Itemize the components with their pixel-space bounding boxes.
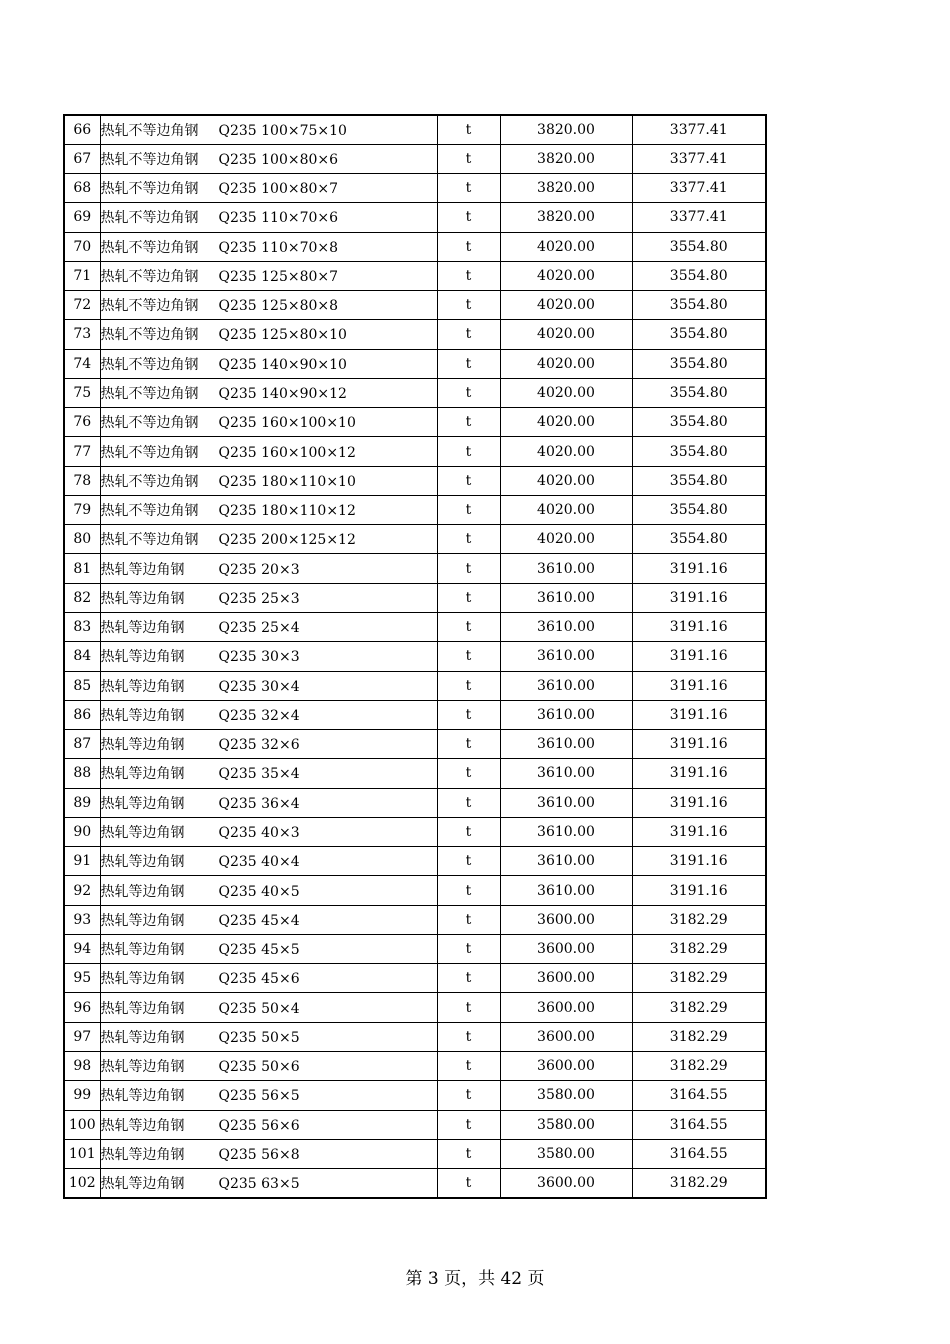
price-b-cell: 3191.16	[632, 642, 766, 671]
item-spec: Q235 110×70×6	[218, 210, 339, 227]
price-a-cell: 3610.00	[500, 788, 632, 817]
table-row	[64, 1022, 766, 1051]
price-a-cell: 3600.00	[500, 964, 632, 993]
price-a-cell: 4020.00	[500, 232, 632, 261]
price-table	[63, 114, 767, 1199]
table-row	[64, 495, 766, 524]
unit-cell: t	[437, 115, 500, 144]
price-b-cell: 3182.29	[632, 1169, 766, 1198]
row-number-cell: 99	[64, 1081, 100, 1110]
item-name-cell	[100, 261, 437, 290]
unit-cell: t	[437, 847, 500, 876]
item-name-cell	[100, 671, 437, 700]
price-b-cell: 3164.55	[632, 1110, 766, 1139]
unit-cell: t	[437, 554, 500, 583]
table-row	[64, 144, 766, 173]
row-number-cell: 76	[64, 408, 100, 437]
row-number-cell: 85	[64, 671, 100, 700]
item-name: 热轧等边角钢	[100, 1088, 185, 1105]
item-spec: Q235 63×5	[218, 1175, 300, 1192]
row-number-cell: 79	[64, 495, 100, 524]
table-row	[64, 1052, 766, 1081]
item-name-cell	[100, 759, 437, 788]
price-a-cell: 3610.00	[500, 613, 632, 642]
item-name: 热轧不等边角钢	[100, 356, 199, 373]
item-spec: Q235 45×4	[218, 912, 300, 929]
item-name-cell	[100, 232, 437, 261]
table-row	[64, 671, 766, 700]
table-row	[64, 408, 766, 437]
item-name-cell	[100, 1169, 437, 1198]
table-row	[64, 378, 766, 407]
price-b-cell: 3554.80	[632, 261, 766, 290]
item-name: 热轧等边角钢	[100, 561, 185, 578]
item-spec: Q235 25×4	[218, 620, 300, 637]
item-spec: Q235 56×6	[218, 1117, 300, 1134]
price-b-cell: 3182.29	[632, 905, 766, 934]
row-number-cell: 101	[64, 1139, 100, 1168]
price-a-cell: 3820.00	[500, 144, 632, 173]
table-row	[64, 232, 766, 261]
table-row	[64, 759, 766, 788]
item-name-cell	[100, 1022, 437, 1051]
item-name-cell	[100, 876, 437, 905]
item-name-cell	[100, 437, 437, 466]
table-row	[64, 905, 766, 934]
table-row	[64, 466, 766, 495]
price-a-cell: 4020.00	[500, 495, 632, 524]
unit-cell: t	[437, 1110, 500, 1139]
price-b-cell: 3182.29	[632, 1052, 766, 1081]
row-number-cell: 78	[64, 466, 100, 495]
price-b-cell: 3554.80	[632, 349, 766, 378]
item-name-cell	[100, 495, 437, 524]
table-row	[64, 320, 766, 349]
row-number-cell: 98	[64, 1052, 100, 1081]
item-spec: Q235 50×5	[218, 1029, 300, 1046]
price-b-cell: 3191.16	[632, 817, 766, 846]
item-name: 热轧不等边角钢	[100, 239, 199, 256]
item-spec: Q235 56×5	[218, 1088, 300, 1105]
row-number-cell: 100	[64, 1110, 100, 1139]
item-name: 热轧等边角钢	[100, 1175, 185, 1192]
item-name: 热轧等边角钢	[100, 678, 185, 695]
price-a-cell: 4020.00	[500, 466, 632, 495]
price-a-cell: 4020.00	[500, 437, 632, 466]
unit-cell: t	[437, 700, 500, 729]
table-row	[64, 554, 766, 583]
item-spec: Q235 160×100×10	[218, 415, 356, 432]
row-number-cell: 81	[64, 554, 100, 583]
item-name-cell	[100, 291, 437, 320]
unit-cell: t	[437, 437, 500, 466]
price-b-cell: 3554.80	[632, 291, 766, 320]
unit-cell: t	[437, 291, 500, 320]
item-name: 热轧等边角钢	[100, 590, 185, 607]
row-number-cell: 70	[64, 232, 100, 261]
price-a-cell: 3600.00	[500, 905, 632, 934]
price-a-cell: 4020.00	[500, 525, 632, 554]
price-a-cell: 4020.00	[500, 291, 632, 320]
row-number-cell: 68	[64, 174, 100, 203]
item-name: 热轧不等边角钢	[100, 298, 199, 315]
row-number-cell: 71	[64, 261, 100, 290]
item-name: 热轧不等边角钢	[100, 415, 199, 432]
item-spec: Q235 50×4	[218, 1000, 300, 1017]
item-name: 热轧不等边角钢	[100, 532, 199, 549]
price-a-cell: 3600.00	[500, 993, 632, 1022]
item-spec: Q235 180×110×10	[218, 473, 356, 490]
item-name-cell	[100, 905, 437, 934]
item-name-cell	[100, 934, 437, 963]
unit-cell: t	[437, 525, 500, 554]
unit-cell: t	[437, 174, 500, 203]
price-b-cell: 3554.80	[632, 320, 766, 349]
item-spec: Q235 32×4	[218, 707, 300, 724]
item-name: 热轧等边角钢	[100, 971, 185, 988]
price-a-cell: 3600.00	[500, 934, 632, 963]
item-name: 热轧等边角钢	[100, 942, 185, 959]
price-b-cell: 3182.29	[632, 1022, 766, 1051]
item-spec: Q235 20×3	[218, 561, 300, 578]
row-number-cell: 96	[64, 993, 100, 1022]
item-name-cell	[100, 964, 437, 993]
row-number-cell: 102	[64, 1169, 100, 1198]
item-name-cell	[100, 320, 437, 349]
item-name: 热轧等边角钢	[100, 766, 185, 783]
row-number-cell: 73	[64, 320, 100, 349]
row-number-cell: 84	[64, 642, 100, 671]
item-name-cell	[100, 847, 437, 876]
table-row	[64, 291, 766, 320]
table-row	[64, 788, 766, 817]
unit-cell: t	[437, 671, 500, 700]
item-name-cell	[100, 993, 437, 1022]
unit-cell: t	[437, 642, 500, 671]
item-spec: Q235 30×4	[218, 678, 300, 695]
table-row	[64, 261, 766, 290]
row-number-cell: 72	[64, 291, 100, 320]
item-name: 热轧等边角钢	[100, 620, 185, 637]
row-number-cell: 90	[64, 817, 100, 846]
item-spec: Q235 100×80×6	[218, 151, 339, 168]
price-b-cell: 3164.55	[632, 1081, 766, 1110]
item-name: 热轧等边角钢	[100, 649, 185, 666]
unit-cell: t	[437, 408, 500, 437]
row-number-cell: 92	[64, 876, 100, 905]
unit-cell: t	[437, 759, 500, 788]
unit-cell: t	[437, 876, 500, 905]
price-a-cell: 3580.00	[500, 1110, 632, 1139]
price-b-cell: 3554.80	[632, 495, 766, 524]
item-spec: Q235 40×5	[218, 883, 300, 900]
item-name-cell	[100, 642, 437, 671]
unit-cell: t	[437, 730, 500, 759]
item-spec: Q235 32×6	[218, 737, 300, 754]
item-name-cell	[100, 788, 437, 817]
item-name: 热轧等边角钢	[100, 854, 185, 871]
price-a-cell: 3820.00	[500, 203, 632, 232]
table-row	[64, 1139, 766, 1168]
item-name-cell	[100, 730, 437, 759]
item-spec: Q235 36×4	[218, 795, 300, 812]
price-a-cell: 3600.00	[500, 1022, 632, 1051]
price-b-cell: 3191.16	[632, 876, 766, 905]
table-row	[64, 876, 766, 905]
price-b-cell: 3377.41	[632, 203, 766, 232]
table-row	[64, 700, 766, 729]
row-number-cell: 66	[64, 115, 100, 144]
price-b-cell: 3554.80	[632, 408, 766, 437]
table-row	[64, 1081, 766, 1110]
item-spec: Q235 25×3	[218, 590, 300, 607]
price-a-cell: 4020.00	[500, 261, 632, 290]
item-name: 热轧等边角钢	[100, 912, 185, 929]
price-b-cell: 3377.41	[632, 174, 766, 203]
price-b-cell: 3377.41	[632, 115, 766, 144]
row-number-cell: 86	[64, 700, 100, 729]
price-a-cell: 3610.00	[500, 642, 632, 671]
row-number-cell: 91	[64, 847, 100, 876]
unit-cell: t	[437, 1022, 500, 1051]
price-a-cell: 3610.00	[500, 759, 632, 788]
table-row	[64, 993, 766, 1022]
item-name: 热轧不等边角钢	[100, 122, 199, 139]
table-row	[64, 934, 766, 963]
unit-cell: t	[437, 378, 500, 407]
price-a-cell: 3580.00	[500, 1081, 632, 1110]
unit-cell: t	[437, 144, 500, 173]
item-spec: Q235 56×8	[218, 1146, 300, 1163]
price-a-cell: 4020.00	[500, 349, 632, 378]
unit-cell: t	[437, 261, 500, 290]
row-number-cell: 80	[64, 525, 100, 554]
unit-cell: t	[437, 1139, 500, 1168]
row-number-cell: 89	[64, 788, 100, 817]
price-b-cell: 3191.16	[632, 788, 766, 817]
row-number-cell: 74	[64, 349, 100, 378]
price-b-cell: 3191.16	[632, 700, 766, 729]
unit-cell: t	[437, 817, 500, 846]
unit-cell: t	[437, 1169, 500, 1198]
unit-cell: t	[437, 203, 500, 232]
price-a-cell: 3820.00	[500, 174, 632, 203]
table-row	[64, 730, 766, 759]
item-spec: Q235 40×4	[218, 854, 300, 871]
item-spec: Q235 100×80×7	[218, 181, 339, 198]
item-name: 热轧不等边角钢	[100, 268, 199, 285]
table-row	[64, 583, 766, 612]
item-spec: Q235 125×80×8	[218, 298, 339, 315]
price-b-cell: 3182.29	[632, 993, 766, 1022]
item-name-cell	[100, 115, 437, 144]
row-number-cell: 95	[64, 964, 100, 993]
item-name-cell	[100, 203, 437, 232]
table-row	[64, 115, 766, 144]
page-footer: 第 3 页，共 42 页	[405, 1269, 545, 1289]
row-number-cell: 94	[64, 934, 100, 963]
item-name: 热轧不等边角钢	[100, 444, 199, 461]
item-spec: Q235 35×4	[218, 766, 300, 783]
price-b-cell: 3191.16	[632, 730, 766, 759]
item-spec: Q235 125×80×7	[218, 268, 339, 285]
price-b-cell: 3554.80	[632, 466, 766, 495]
table-row	[64, 817, 766, 846]
unit-cell: t	[437, 1052, 500, 1081]
item-name: 热轧不等边角钢	[100, 503, 199, 520]
price-a-cell: 4020.00	[500, 378, 632, 407]
price-a-cell: 4020.00	[500, 320, 632, 349]
item-name-cell	[100, 525, 437, 554]
item-name: 热轧等边角钢	[100, 1029, 185, 1046]
price-a-cell: 3600.00	[500, 1169, 632, 1198]
price-a-cell: 3610.00	[500, 847, 632, 876]
unit-cell: t	[437, 1081, 500, 1110]
row-number-cell: 82	[64, 583, 100, 612]
price-a-cell: 3610.00	[500, 817, 632, 846]
table-row	[64, 203, 766, 232]
item-spec: Q235 50×6	[218, 1059, 300, 1076]
unit-cell: t	[437, 934, 500, 963]
item-name: 热轧不等边角钢	[100, 473, 199, 490]
item-spec: Q235 180×110×12	[218, 503, 356, 520]
price-b-cell: 3191.16	[632, 671, 766, 700]
item-name-cell	[100, 554, 437, 583]
price-a-cell: 3820.00	[500, 115, 632, 144]
price-b-cell: 3182.29	[632, 934, 766, 963]
item-name: 热轧等边角钢	[100, 737, 185, 754]
unit-cell: t	[437, 349, 500, 378]
item-name: 热轧不等边角钢	[100, 181, 199, 198]
row-number-cell: 88	[64, 759, 100, 788]
price-b-cell: 3191.16	[632, 583, 766, 612]
unit-cell: t	[437, 993, 500, 1022]
price-a-cell: 3610.00	[500, 730, 632, 759]
item-name-cell	[100, 583, 437, 612]
unit-cell: t	[437, 905, 500, 934]
item-name-cell	[100, 466, 437, 495]
item-spec: Q235 45×6	[218, 971, 300, 988]
item-name-cell	[100, 1052, 437, 1081]
item-name-cell	[100, 144, 437, 173]
price-b-cell: 3377.41	[632, 144, 766, 173]
item-name: 热轧等边角钢	[100, 1146, 185, 1163]
item-name: 热轧等边角钢	[100, 883, 185, 900]
price-b-cell: 3182.29	[632, 964, 766, 993]
table-row	[64, 174, 766, 203]
table-row	[64, 1110, 766, 1139]
item-spec: Q235 30×3	[218, 649, 300, 666]
unit-cell: t	[437, 320, 500, 349]
item-name: 热轧不等边角钢	[100, 386, 199, 403]
table-row	[64, 349, 766, 378]
item-spec: Q235 200×125×12	[218, 532, 356, 549]
row-number-cell: 69	[64, 203, 100, 232]
item-spec: Q235 140×90×10	[218, 356, 347, 373]
item-name-cell	[100, 1081, 437, 1110]
item-name-cell	[100, 1110, 437, 1139]
price-a-cell: 3610.00	[500, 700, 632, 729]
item-name-cell	[100, 613, 437, 642]
item-name: 热轧等边角钢	[100, 1059, 185, 1076]
price-b-cell: 3554.80	[632, 525, 766, 554]
row-number-cell: 83	[64, 613, 100, 642]
row-number-cell: 97	[64, 1022, 100, 1051]
unit-cell: t	[437, 613, 500, 642]
price-b-cell: 3554.80	[632, 232, 766, 261]
row-number-cell: 87	[64, 730, 100, 759]
unit-cell: t	[437, 495, 500, 524]
price-a-cell: 3580.00	[500, 1139, 632, 1168]
item-spec: Q235 125×80×10	[218, 327, 347, 344]
row-number-cell: 77	[64, 437, 100, 466]
item-name: 热轧不等边角钢	[100, 210, 199, 227]
item-name: 热轧等边角钢	[100, 1117, 185, 1134]
unit-cell: t	[437, 583, 500, 612]
price-b-cell: 3554.80	[632, 378, 766, 407]
row-number-cell: 67	[64, 144, 100, 173]
price-table-body	[64, 115, 766, 1198]
unit-cell: t	[437, 232, 500, 261]
item-name-cell	[100, 1139, 437, 1168]
table-row	[64, 525, 766, 554]
table-row	[64, 642, 766, 671]
price-b-cell: 3554.80	[632, 437, 766, 466]
row-number-cell: 75	[64, 378, 100, 407]
unit-cell: t	[437, 964, 500, 993]
item-spec: Q235 45×5	[218, 942, 300, 959]
item-spec: Q235 100×75×10	[218, 122, 347, 139]
item-name: 热轧不等边角钢	[100, 151, 199, 168]
item-spec: Q235 160×100×12	[218, 444, 356, 461]
price-a-cell: 3610.00	[500, 671, 632, 700]
item-name: 热轧等边角钢	[100, 1000, 185, 1017]
item-name: 热轧不等边角钢	[100, 327, 199, 344]
item-name-cell	[100, 817, 437, 846]
price-a-cell: 3610.00	[500, 583, 632, 612]
item-name-cell	[100, 378, 437, 407]
row-number-cell: 93	[64, 905, 100, 934]
item-name-cell	[100, 174, 437, 203]
price-a-cell: 3610.00	[500, 876, 632, 905]
item-name: 热轧等边角钢	[100, 825, 185, 841]
item-name-cell	[100, 349, 437, 378]
unit-cell: t	[437, 788, 500, 817]
item-name-cell	[100, 700, 437, 729]
price-b-cell: 3164.55	[632, 1139, 766, 1168]
price-b-cell: 3191.16	[632, 847, 766, 876]
unit-cell: t	[437, 466, 500, 495]
item-spec: Q235 40×3	[218, 825, 300, 841]
item-name: 热轧等边角钢	[100, 707, 185, 724]
item-name: 热轧等边角钢	[100, 795, 185, 812]
table-row	[64, 964, 766, 993]
price-a-cell: 3610.00	[500, 554, 632, 583]
table-row	[64, 847, 766, 876]
table-row	[64, 437, 766, 466]
price-b-cell: 3191.16	[632, 554, 766, 583]
table-row	[64, 613, 766, 642]
price-b-cell: 3191.16	[632, 613, 766, 642]
item-name-cell	[100, 408, 437, 437]
price-a-cell: 3600.00	[500, 1052, 632, 1081]
item-spec: Q235 140×90×12	[218, 386, 347, 403]
table-row	[64, 1169, 766, 1198]
item-spec: Q235 110×70×8	[218, 239, 339, 256]
price-a-cell: 4020.00	[500, 408, 632, 437]
price-b-cell: 3191.16	[632, 759, 766, 788]
